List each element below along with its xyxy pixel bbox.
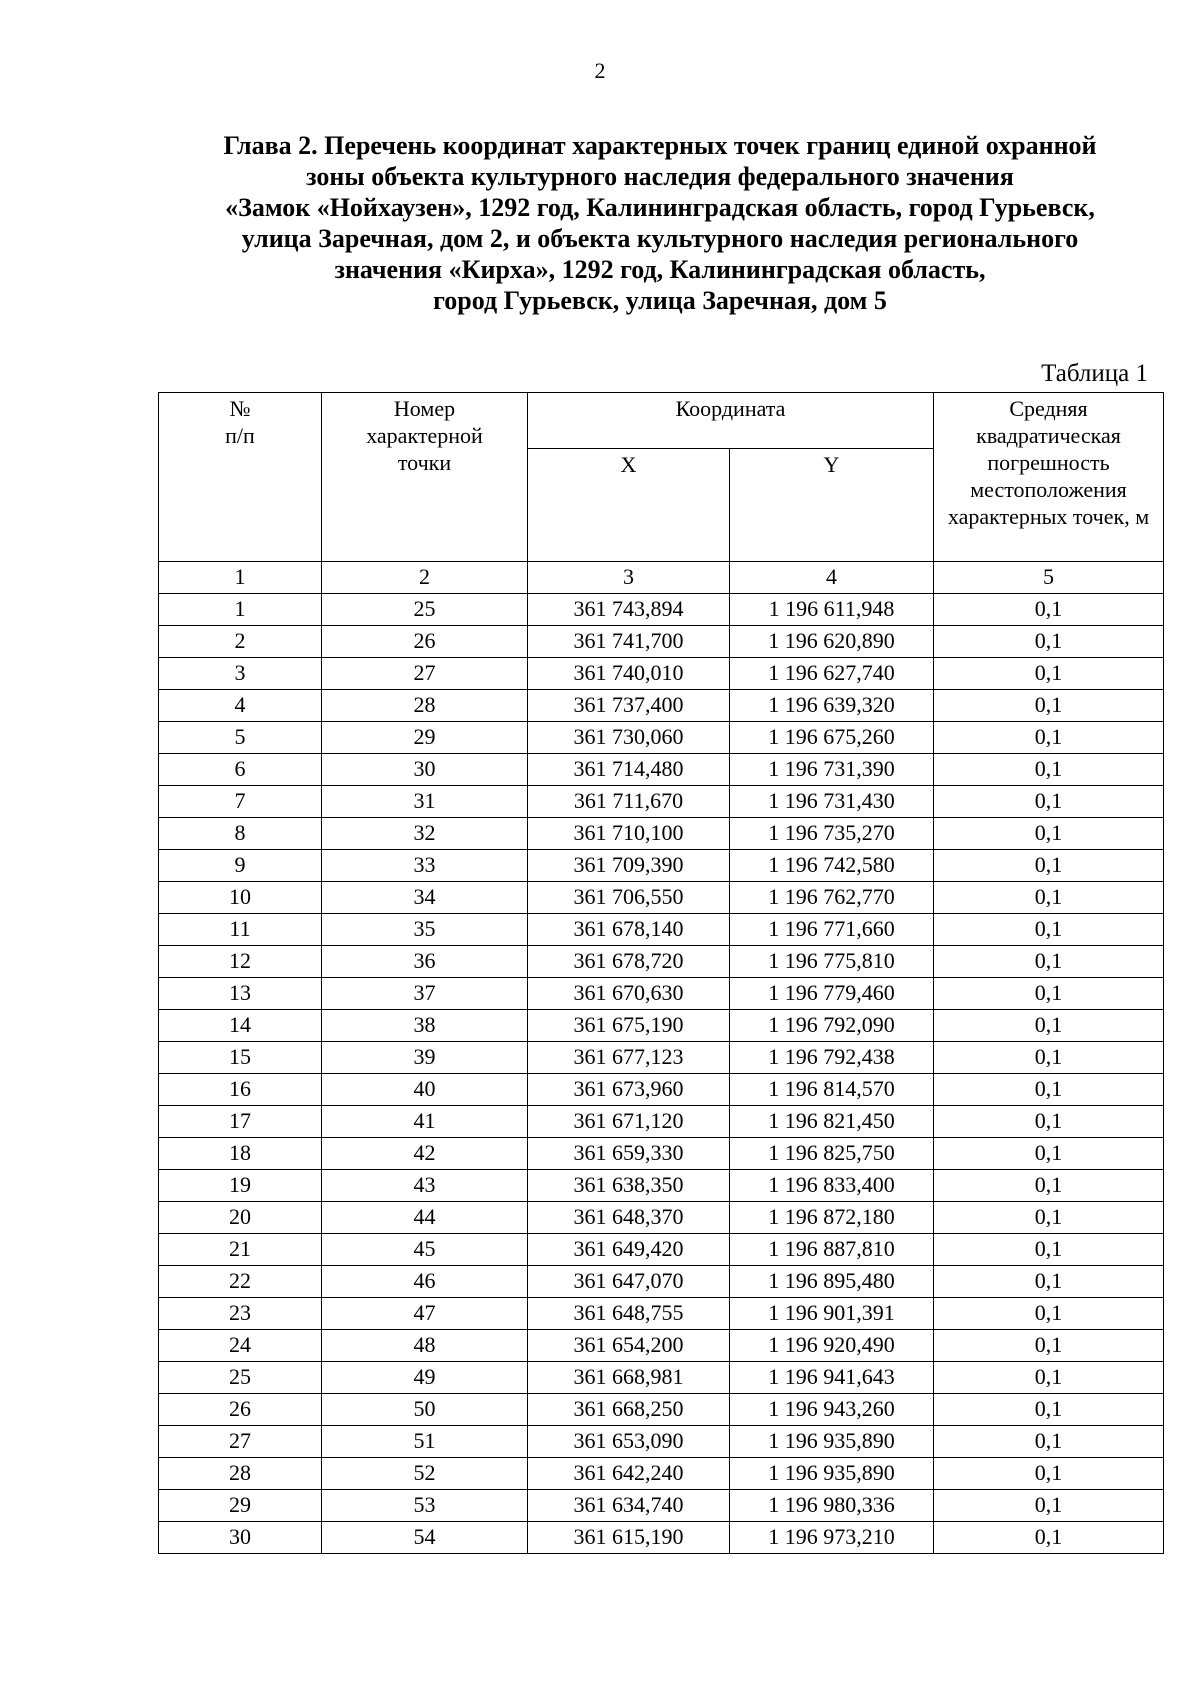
cell-x: 361 678,720	[528, 946, 730, 978]
cell-error: 0,1	[934, 1394, 1164, 1426]
header-x: X	[528, 449, 730, 562]
cell-x: 361 741,700	[528, 626, 730, 658]
cell-error: 0,1	[934, 658, 1164, 690]
header-num: № п/п	[159, 393, 322, 562]
table-row	[159, 1362, 1164, 1394]
cell-num: 8	[159, 818, 322, 850]
cell-y: 1 196 872,180	[730, 1202, 934, 1234]
cell-x: 361 709,390	[528, 850, 730, 882]
table-row	[159, 1042, 1164, 1074]
cell-error: 0,1	[934, 882, 1164, 914]
cell-point-number: 50	[322, 1394, 528, 1426]
cell-y: 1 196 771,660	[730, 914, 934, 946]
cell-error: 0,1	[934, 914, 1164, 946]
cell-x: 361 668,981	[528, 1362, 730, 1394]
cell-x: 361 711,670	[528, 786, 730, 818]
cell-point-number: 54	[322, 1522, 528, 1554]
cell-num: 4	[159, 690, 322, 722]
table-body	[159, 562, 1164, 1554]
cell-point-number: 27	[322, 658, 528, 690]
table-row	[159, 658, 1164, 690]
cell-x: 361 671,120	[528, 1106, 730, 1138]
cell-num: 29	[159, 1490, 322, 1522]
cell-y: 1 196 825,750	[730, 1138, 934, 1170]
cell-point-number: 37	[322, 978, 528, 1010]
cell-x: 361 714,480	[528, 754, 730, 786]
cell-point-number: 31	[322, 786, 528, 818]
cell-num: 22	[159, 1266, 322, 1298]
cell-num: 27	[159, 1426, 322, 1458]
cell-error: 0,1	[934, 1362, 1164, 1394]
cell-num: 24	[159, 1330, 322, 1362]
cell-x: 361 670,630	[528, 978, 730, 1010]
table-row	[159, 786, 1164, 818]
title-line: Глава 2. Перечень координат характерных точек границ единой охранной	[223, 131, 1097, 160]
cell-x: 361 743,894	[528, 594, 730, 626]
cell-y: 1 196 731,390	[730, 754, 934, 786]
table-row	[159, 1106, 1164, 1138]
cell-num: 10	[159, 882, 322, 914]
cell-error: 0,1	[934, 1202, 1164, 1234]
cell-x: 361 677,123	[528, 1042, 730, 1074]
header-y: Y	[730, 449, 934, 562]
cell-x: 361 675,190	[528, 1010, 730, 1042]
cell-point-number: 43	[322, 1170, 528, 1202]
cell-error: 0,1	[934, 1138, 1164, 1170]
cell-point-number: 25	[322, 594, 528, 626]
cell-num: 26	[159, 1394, 322, 1426]
cell-point-number: 28	[322, 690, 528, 722]
cell-y: 1 196 731,430	[730, 786, 934, 818]
cell-num: 20	[159, 1202, 322, 1234]
cell-x: 361 737,400	[528, 690, 730, 722]
cell-y: 1 196 821,450	[730, 1106, 934, 1138]
cell-y: 1 196 943,260	[730, 1394, 934, 1426]
cell-num: 13	[159, 978, 322, 1010]
cell-x: 361 615,190	[528, 1522, 730, 1554]
cell-error: 0,1	[934, 1042, 1164, 1074]
cell-error: 0,1	[934, 1426, 1164, 1458]
cell-error: 0,1	[934, 1490, 1164, 1522]
cell-num: 16	[159, 1074, 322, 1106]
cell-y: 1 196 775,810	[730, 946, 934, 978]
title-line: значения «Кирха», 1292 год, Калининградская область,	[334, 255, 986, 284]
cell-num: 19	[159, 1170, 322, 1202]
table-row	[159, 1522, 1164, 1554]
header-error: Средняя квадратическая погрешность местоположения характерных точек, м	[934, 393, 1164, 562]
cell-x: 361 668,250	[528, 1394, 730, 1426]
cell-num: 2	[159, 626, 322, 658]
page-number: 2	[594, 58, 606, 83]
cell-y: 1 196 620,890	[730, 626, 934, 658]
title-line: улица Заречная, дом 2, и объекта культурного наследия регионального	[241, 224, 1079, 253]
cell-num: 21	[159, 1234, 322, 1266]
table-row	[159, 1202, 1164, 1234]
cell-error: 0,1	[934, 946, 1164, 978]
cell-x: 361 647,070	[528, 1266, 730, 1298]
cell-y: 1 196 973,210	[730, 1522, 934, 1554]
cell-error: 0,1	[934, 1266, 1164, 1298]
cell-x: 361 706,550	[528, 882, 730, 914]
header-point-number: Номер характерной точки	[322, 393, 528, 562]
cell-point-number: 34	[322, 882, 528, 914]
title-line: «Замок «Нойхаузен», 1292 год, Калининградская область, город Гурьевск,	[225, 193, 1095, 222]
cell-num: 15	[159, 1042, 322, 1074]
table-row	[159, 946, 1164, 978]
cell-x: 361 654,200	[528, 1330, 730, 1362]
coordinates-table	[158, 392, 1164, 1554]
cell-y: 1 196 742,580	[730, 850, 934, 882]
table-row	[159, 690, 1164, 722]
cell-point-number: 47	[322, 1298, 528, 1330]
cell-error: 0,1	[934, 1458, 1164, 1490]
table-row	[159, 1298, 1164, 1330]
cell-y: 1 196 941,643	[730, 1362, 934, 1394]
cell-error: 0,1	[934, 1234, 1164, 1266]
cell-point-number: 45	[322, 1234, 528, 1266]
cell-x: 361 740,010	[528, 658, 730, 690]
cell-point-number: 30	[322, 754, 528, 786]
column-number: 4	[730, 562, 934, 594]
cell-num: 11	[159, 914, 322, 946]
header-coordinate: Координата	[528, 393, 934, 449]
cell-x: 361 642,240	[528, 1458, 730, 1490]
cell-point-number: 44	[322, 1202, 528, 1234]
cell-y: 1 196 627,740	[730, 658, 934, 690]
cell-y: 1 196 611,948	[730, 594, 934, 626]
cell-num: 17	[159, 1106, 322, 1138]
cell-error: 0,1	[934, 690, 1164, 722]
table-row	[159, 1170, 1164, 1202]
cell-y: 1 196 895,480	[730, 1266, 934, 1298]
cell-point-number: 51	[322, 1426, 528, 1458]
title-line: город Гурьевск, улица Заречная, дом 5	[433, 286, 887, 315]
cell-error: 0,1	[934, 1106, 1164, 1138]
cell-point-number: 38	[322, 1010, 528, 1042]
column-number-row	[159, 562, 1164, 594]
cell-point-number: 41	[322, 1106, 528, 1138]
cell-error: 0,1	[934, 722, 1164, 754]
cell-y: 1 196 792,438	[730, 1042, 934, 1074]
table-row	[159, 1138, 1164, 1170]
cell-num: 18	[159, 1138, 322, 1170]
cell-y: 1 196 920,490	[730, 1330, 934, 1362]
cell-error: 0,1	[934, 786, 1164, 818]
cell-y: 1 196 935,890	[730, 1458, 934, 1490]
table-row	[159, 1330, 1164, 1362]
table-row	[159, 626, 1164, 658]
cell-error: 0,1	[934, 1170, 1164, 1202]
column-number: 3	[528, 562, 730, 594]
cell-x: 361 649,420	[528, 1234, 730, 1266]
title-line: зоны объекта культурного наследия федерального значения	[306, 162, 1014, 191]
chapter-title	[170, 130, 1150, 316]
cell-y: 1 196 901,391	[730, 1298, 934, 1330]
table-row	[159, 1490, 1164, 1522]
cell-x: 361 648,370	[528, 1202, 730, 1234]
cell-point-number: 36	[322, 946, 528, 978]
cell-point-number: 48	[322, 1330, 528, 1362]
cell-y: 1 196 762,770	[730, 882, 934, 914]
cell-num: 30	[159, 1522, 322, 1554]
cell-point-number: 33	[322, 850, 528, 882]
cell-y: 1 196 887,810	[730, 1234, 934, 1266]
cell-y: 1 196 779,460	[730, 978, 934, 1010]
cell-x: 361 710,100	[528, 818, 730, 850]
cell-num: 14	[159, 1010, 322, 1042]
cell-error: 0,1	[934, 1522, 1164, 1554]
cell-x: 361 638,350	[528, 1170, 730, 1202]
cell-point-number: 42	[322, 1138, 528, 1170]
table-row	[159, 594, 1164, 626]
cell-error: 0,1	[934, 1298, 1164, 1330]
table-row	[159, 818, 1164, 850]
cell-error: 0,1	[934, 594, 1164, 626]
table-row	[159, 1394, 1164, 1426]
table-row	[159, 914, 1164, 946]
table-row	[159, 978, 1164, 1010]
cell-num: 1	[159, 594, 322, 626]
cell-error: 0,1	[934, 754, 1164, 786]
cell-point-number: 40	[322, 1074, 528, 1106]
column-number: 2	[322, 562, 528, 594]
table-row	[159, 754, 1164, 786]
cell-num: 25	[159, 1362, 322, 1394]
cell-y: 1 196 935,890	[730, 1426, 934, 1458]
cell-error: 0,1	[934, 818, 1164, 850]
cell-x: 361 730,060	[528, 722, 730, 754]
cell-x: 361 673,960	[528, 1074, 730, 1106]
cell-y: 1 196 980,336	[730, 1490, 934, 1522]
cell-num: 3	[159, 658, 322, 690]
cell-num: 23	[159, 1298, 322, 1330]
cell-num: 28	[159, 1458, 322, 1490]
cell-point-number: 49	[322, 1362, 528, 1394]
cell-point-number: 52	[322, 1458, 528, 1490]
cell-error: 0,1	[934, 850, 1164, 882]
cell-point-number: 39	[322, 1042, 528, 1074]
table-row	[159, 1074, 1164, 1106]
cell-point-number: 35	[322, 914, 528, 946]
cell-point-number: 26	[322, 626, 528, 658]
cell-y: 1 196 833,400	[730, 1170, 934, 1202]
cell-point-number: 32	[322, 818, 528, 850]
cell-error: 0,1	[934, 1330, 1164, 1362]
cell-x: 361 634,740	[528, 1490, 730, 1522]
table-row	[159, 722, 1164, 754]
cell-x: 361 653,090	[528, 1426, 730, 1458]
cell-error: 0,1	[934, 1010, 1164, 1042]
table-row	[159, 882, 1164, 914]
table-row	[159, 1234, 1164, 1266]
table-row	[159, 1426, 1164, 1458]
table-row	[159, 1266, 1164, 1298]
cell-y: 1 196 814,570	[730, 1074, 934, 1106]
cell-point-number: 29	[322, 722, 528, 754]
cell-point-number: 46	[322, 1266, 528, 1298]
table-row	[159, 1010, 1164, 1042]
cell-num: 6	[159, 754, 322, 786]
cell-y: 1 196 639,320	[730, 690, 934, 722]
cell-x: 361 659,330	[528, 1138, 730, 1170]
cell-error: 0,1	[934, 978, 1164, 1010]
cell-error: 0,1	[934, 626, 1164, 658]
cell-y: 1 196 675,260	[730, 722, 934, 754]
cell-num: 12	[159, 946, 322, 978]
column-number: 5	[934, 562, 1164, 594]
table-caption: Таблица 1	[1041, 360, 1148, 387]
cell-num: 5	[159, 722, 322, 754]
cell-error: 0,1	[934, 1074, 1164, 1106]
cell-y: 1 196 792,090	[730, 1010, 934, 1042]
cell-x: 361 648,755	[528, 1298, 730, 1330]
cell-point-number: 53	[322, 1490, 528, 1522]
cell-num: 9	[159, 850, 322, 882]
table-row	[159, 850, 1164, 882]
table-row	[159, 1458, 1164, 1490]
column-number: 1	[159, 562, 322, 594]
cell-y: 1 196 735,270	[730, 818, 934, 850]
cell-x: 361 678,140	[528, 914, 730, 946]
cell-num: 7	[159, 786, 322, 818]
